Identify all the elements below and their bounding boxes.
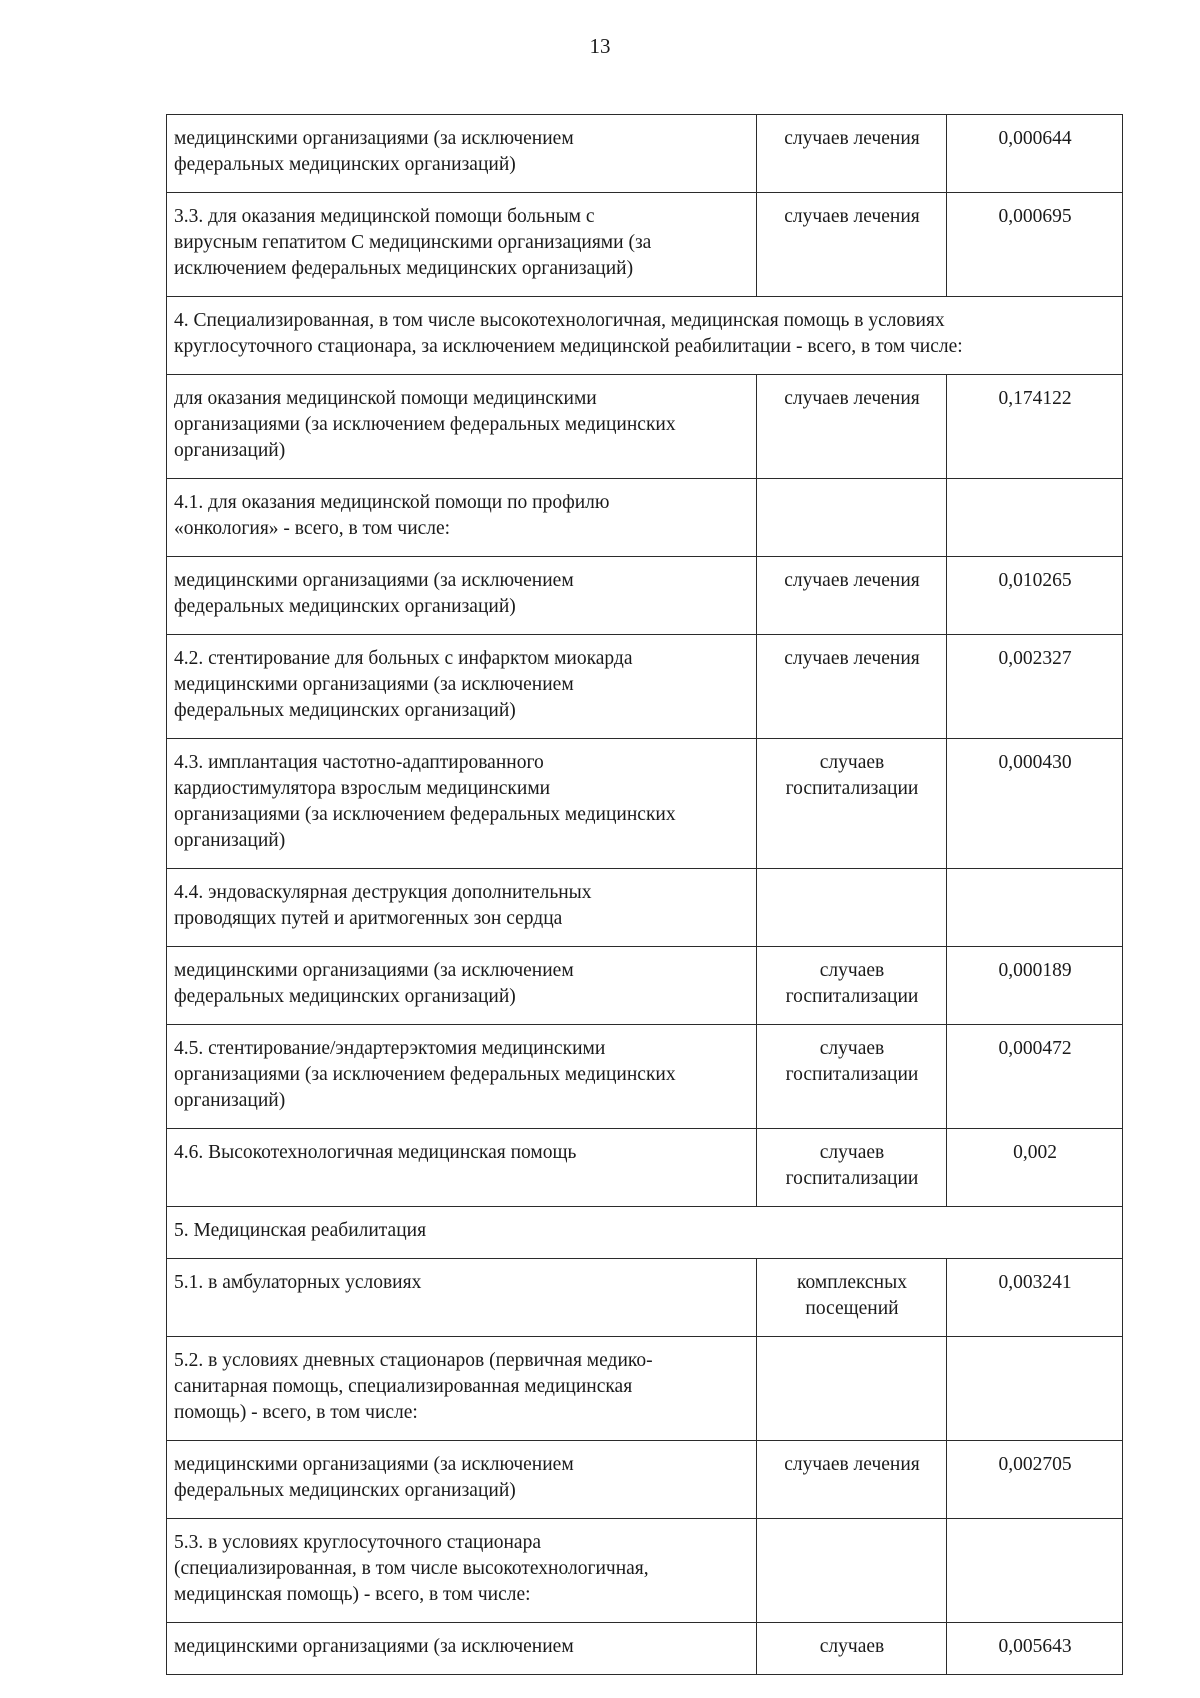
unit-cell [757, 1519, 947, 1623]
description-cell [167, 1441, 757, 1519]
description-cell [167, 557, 757, 635]
description-text: 3.3. для оказания медицинской помощи больным с вирусным гепатитом С медицинскими организациями (за исключением федеральных медицинских организаций) [174, 206, 652, 279]
description-text: медицинскими организациями (за исключением федеральных медицинских организаций) [174, 1454, 574, 1501]
unit-cell [757, 947, 947, 1025]
table-row [167, 1025, 1123, 1129]
description-text: медицинскими организациями (за исключением федеральных медицинских организаций) [174, 960, 574, 1007]
table-row [167, 375, 1123, 479]
unit-cell [757, 635, 947, 739]
description-cell [167, 479, 757, 557]
table-row [167, 635, 1123, 739]
page-number: 13 [589, 34, 611, 58]
description-cell [167, 947, 757, 1025]
unit-cell [757, 1025, 947, 1129]
unit-cell [757, 1129, 947, 1207]
description-text: 4.4. эндоваскулярная деструкция дополнительных проводящих путей и аритмогенных зон сердца [174, 882, 592, 929]
section-heading-cell [167, 1207, 1123, 1259]
unit-text: случаев лечения [784, 388, 920, 409]
table-row [167, 739, 1123, 869]
value-cell [947, 635, 1123, 739]
table-row [167, 1259, 1123, 1337]
unit-text: случаев госпитализации [785, 1142, 919, 1189]
value-cell [947, 1441, 1123, 1519]
unit-cell [757, 557, 947, 635]
unit-text: случаев госпитализации [785, 960, 919, 1007]
unit-text: случаев лечения [784, 128, 920, 149]
unit-cell [757, 1337, 947, 1441]
value-text: 0,000695 [998, 206, 1072, 227]
value-cell [947, 479, 1123, 557]
value-cell [947, 375, 1123, 479]
table-row [167, 193, 1123, 297]
value-text: 0,000472 [998, 1038, 1072, 1059]
value-cell [947, 115, 1123, 193]
description-text: 4.2. стентирование для больных с инфарктом миокарда медицинскими организациями (за исключением федеральных медицинских организаций) [174, 648, 633, 721]
table-row [167, 1519, 1123, 1623]
section-heading-text: 4. Специализированная, в том числе высокотехнологичная, медицинская помощь в условиях круглосуточного стационара, за исключением медицинской реабилитации - всего, в том числе: [174, 310, 963, 357]
value-text: 0,002705 [998, 1454, 1072, 1475]
description-text: 5.1. в амбулаторных условиях [174, 1272, 422, 1293]
table-row [167, 479, 1123, 557]
unit-cell [757, 739, 947, 869]
table-row [167, 1441, 1123, 1519]
section-heading-cell [167, 297, 1123, 375]
description-cell [167, 1623, 757, 1675]
table-row [167, 1623, 1123, 1675]
value-cell [947, 193, 1123, 297]
unit-cell [757, 1441, 947, 1519]
table-row [167, 1337, 1123, 1441]
section-heading-text: 5. Медицинская реабилитация [174, 1220, 427, 1241]
value-cell [947, 1337, 1123, 1441]
description-cell [167, 739, 757, 869]
description-text: медицинскими организациями (за исключением федеральных медицинских организаций) [174, 128, 574, 175]
table-row [167, 1129, 1123, 1207]
description-cell [167, 375, 757, 479]
description-cell [167, 635, 757, 739]
unit-text: случаев госпитализации [785, 1038, 919, 1085]
section-row [167, 1207, 1123, 1259]
description-cell [167, 115, 757, 193]
value-cell [947, 1259, 1123, 1337]
description-text: медицинскими организациями (за исключением федеральных медицинских организаций) [174, 570, 574, 617]
unit-cell [757, 479, 947, 557]
unit-text: случаев госпитализации [785, 752, 919, 799]
value-text: 0,003241 [998, 1272, 1072, 1293]
unit-text: случаев лечения [784, 570, 920, 591]
value-cell [947, 1025, 1123, 1129]
value-cell [947, 947, 1123, 1025]
norms-table-body [167, 115, 1123, 1675]
unit-cell [757, 115, 947, 193]
norms-table [166, 114, 1123, 1675]
value-cell [947, 739, 1123, 869]
table-row [167, 869, 1123, 947]
table-row [167, 115, 1123, 193]
description-text: 4.1. для оказания медицинской помощи по профилю «онкология» - всего, в том числе: [174, 492, 610, 539]
unit-text: комплексных посещений [797, 1272, 907, 1319]
unit-text: случаев лечения [784, 648, 920, 669]
unit-text: случаев лечения [784, 1454, 920, 1475]
description-cell [167, 1337, 757, 1441]
unit-cell [757, 193, 947, 297]
description-text: 5.3. в условиях круглосуточного стационара (специализированная, в том числе высокотехнологичная, медицинская помощь) - всего, в том числе: [174, 1532, 649, 1605]
description-text: для оказания медицинской помощи медицинскими организациями (за исключением федеральных медицинских организаций) [174, 388, 676, 461]
section-row [167, 297, 1123, 375]
value-text: 0,000189 [998, 960, 1072, 981]
table-row [167, 947, 1123, 1025]
unit-cell [757, 1623, 947, 1675]
description-cell [167, 1519, 757, 1623]
description-cell [167, 1259, 757, 1337]
description-text: 4.3. имплантация частотно-адаптированного кардиостимулятора взрослым медицинскими организациями (за исключением федеральных медицинских организаций) [174, 752, 676, 851]
description-text: 4.5. стентирование/эндартерэктомия медицинскими организациями (за исключением федеральных медицинских организаций) [174, 1038, 676, 1111]
value-cell [947, 1129, 1123, 1207]
value-text: 0,002 [1013, 1142, 1057, 1163]
value-text: 0,005643 [998, 1636, 1072, 1657]
value-text: 0,010265 [998, 570, 1072, 591]
unit-cell [757, 869, 947, 947]
table-row [167, 557, 1123, 635]
description-text: 5.2. в условиях дневных стационаров (первичная медико- санитарная помощь, специализированная медицинская помощь) - всего, в том числе: [174, 1350, 653, 1423]
unit-text: случаев лечения [784, 206, 920, 227]
value-text: 0,000644 [998, 128, 1072, 149]
value-cell [947, 1623, 1123, 1675]
description-cell [167, 869, 757, 947]
unit-text: случаев [819, 1636, 885, 1657]
value-cell [947, 869, 1123, 947]
value-text: 0,002327 [998, 648, 1072, 669]
value-text: 0,174122 [998, 388, 1072, 409]
description-cell [167, 193, 757, 297]
unit-cell [757, 1259, 947, 1337]
value-cell [947, 557, 1123, 635]
description-cell [167, 1025, 757, 1129]
value-cell [947, 1519, 1123, 1623]
description-cell [167, 1129, 757, 1207]
unit-cell [757, 375, 947, 479]
description-text: медицинскими организациями (за исключением [174, 1636, 574, 1657]
value-text: 0,000430 [998, 752, 1072, 773]
description-text: 4.6. Высокотехнологичная медицинская помощь [174, 1142, 577, 1163]
